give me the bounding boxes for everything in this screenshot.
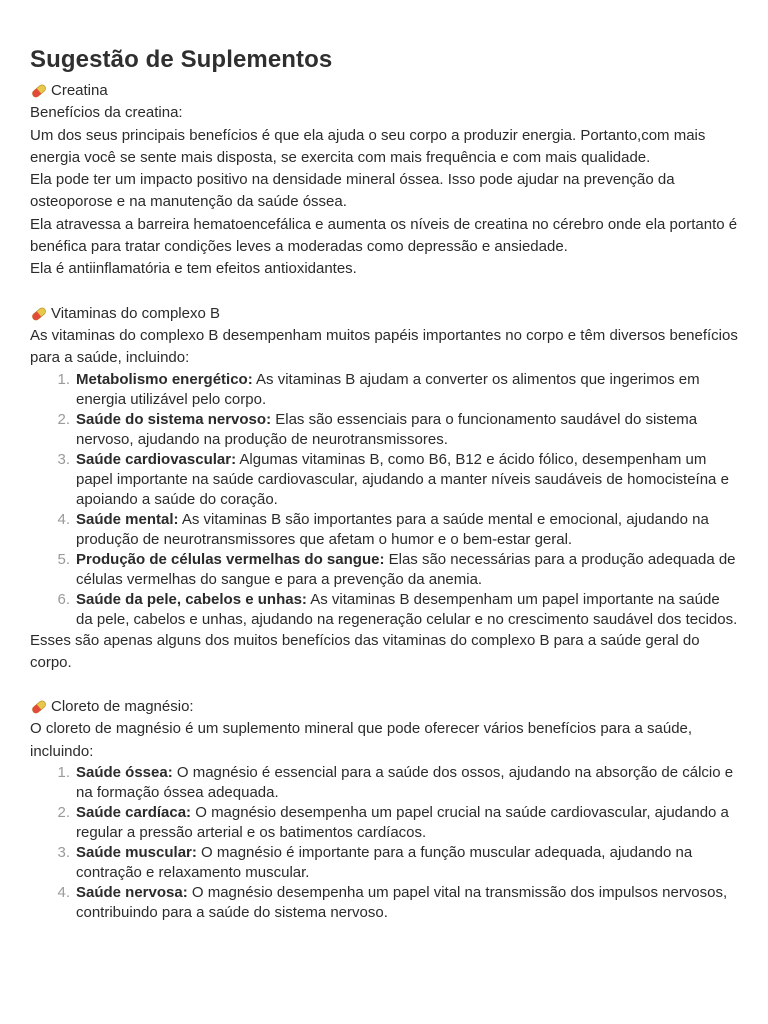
section-outro: Esses são apenas alguns dos muitos benefícios das vitaminas do complexo B para a saúde geral do corpo. <box>30 631 700 671</box>
paragraph: Ela atravessa a barreira hematoencefálica e aumenta os níveis de creatina no cérebro onde ela portanto é benéfica para tratar condições leves a moderadas como depressão e ansiedade. <box>30 215 738 256</box>
section-heading-label: Cloreto de magnésio: <box>51 698 194 716</box>
paragraph: Ela é antiinflamatória e tem efeitos antioxidantes. <box>30 260 357 278</box>
section-heading-label: Creatina <box>51 82 108 99</box>
list-item: 2. Saúde do sistema nervoso: Elas são essenciais para o funcionamento saudável do sistema nervoso, ajudando na produção de neurotransmissores. <box>57 410 698 448</box>
list-item: 3. Saúde cardiovascular: Algumas vitaminas B, como B6, B12 e ácido fólico, desempenham um papel importante na saúde cardiovascular, ajudando a manter níveis saudáveis de homocisteína e apoiando a saúde do coração. <box>57 450 729 508</box>
pill-icon <box>30 82 48 100</box>
section-creatina <box>30 80 738 281</box>
section-magnesio <box>30 696 738 923</box>
list-item: 6. Saúde da pele, cabelos e unhas: As vitaminas B desempenham um papel importante na saúde da pele, cabelos e unhas, ajudando na regeneração celular e no crescimento saudável dos tecidos. <box>57 590 738 628</box>
benefits-list <box>30 763 738 923</box>
section-intro: As vitaminas do complexo B desempenham muitos papéis importantes no corpo e têm diversos benefícios para a saúde, incluindo: <box>30 326 738 367</box>
paragraph: Benefícios da creatina: <box>30 104 183 122</box>
list-item: 4. Saúde mental: As vitaminas B são importantes para a saúde mental e emocional, ajudando na produção de neurotransmissores que afetam o humor e o bem-estar geral. <box>57 510 709 548</box>
list-item: 4. Saúde nervosa: O magnésio desempenha um papel vital na transmissão dos impulsos nervosos, contribuindo para a saúde do sistema nervoso. <box>57 884 728 922</box>
page-title: Sugestão de Suplementos <box>30 46 333 73</box>
paragraph: Um dos seus principais benefícios é que ela ajuda o seu corpo a produzir energia. Portanto,com mais energia você se sente mais disposta, se exercita com mais frequência e com mais qualidade. <box>30 126 706 166</box>
benefits-list <box>30 370 738 630</box>
list-item: 3. Saúde muscular: O magnésio é importante para a função muscular adequada, ajudando na contração e relaxamento muscular. <box>57 844 693 882</box>
list-item: 1. Saúde óssea: O magnésio é essencial para a saúde dos ossos, ajudando na absorção de cálcio e na formação óssea adequada. <box>57 764 734 802</box>
pill-icon <box>30 698 48 716</box>
section-heading-magnesio <box>30 696 738 718</box>
list-item: 2. Saúde cardíaca: O magnésio desempenha um papel crucial na saúde cardiovascular, ajudando a regular a pressão arterial e os batimentos cardíacos. <box>57 804 729 842</box>
section-vitaminas-b <box>30 303 738 674</box>
section-intro: O cloreto de magnésio é um suplemento mineral que pode oferecer vários benefícios para a saúde, incluindo: <box>30 720 693 760</box>
list-item: 1. Metabolismo energético: As vitaminas B ajudam a converter os alimentos que ingerimos em energia utilizável pelo corpo. <box>57 370 700 408</box>
section-heading-creatina <box>30 80 738 102</box>
section-heading-label: Vitaminas do complexo B <box>51 304 220 322</box>
list-item: 5. Produção de células vermelhas do sangue: Elas são necessárias para a produção adequada de células vermelhas do sangue e para a prevenção da anemia. <box>57 550 736 588</box>
paragraph: Ela pode ter um impacto positivo na densidade mineral óssea. Isso pode ajudar na prevenção da osteoporose e na manutenção da saúde óssea. <box>30 171 675 211</box>
section-heading-vitaminas <box>30 303 738 325</box>
pill-icon <box>30 305 48 323</box>
